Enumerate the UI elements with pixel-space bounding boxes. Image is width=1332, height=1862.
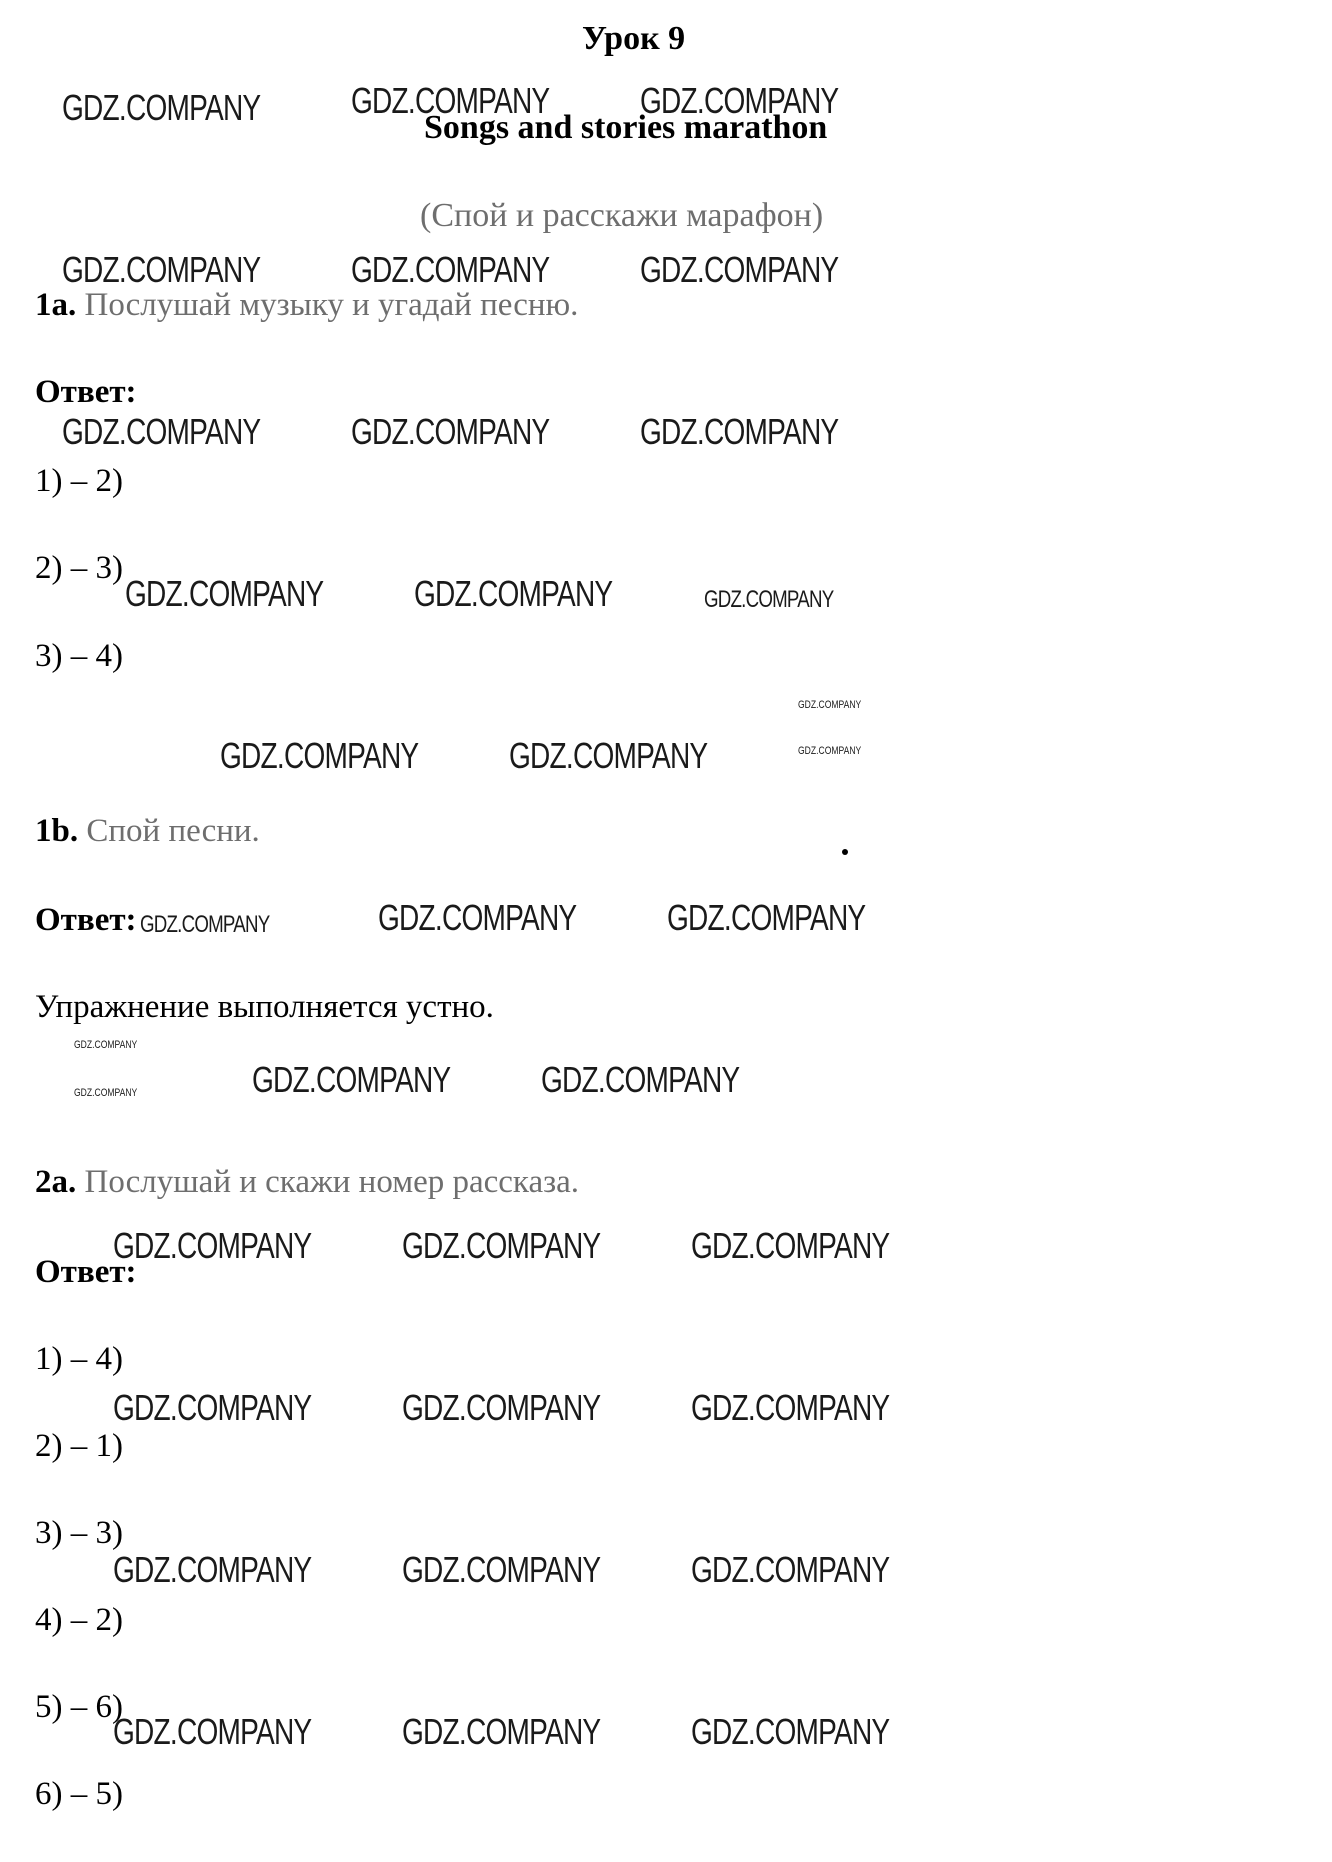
lesson-name: Songs and stories marathon [424, 109, 828, 146]
watermark: GDZ.COMPANY [509, 735, 708, 776]
stray-dot [842, 849, 848, 855]
watermark: GDZ.COMPANY [252, 1059, 451, 1100]
watermark: GDZ.COMPANY [402, 1549, 601, 1590]
task-2a-answer-4: 4) – 2) [35, 1602, 123, 1638]
task-1b-answer-text: Упражнение выполняется устно. [35, 989, 494, 1025]
watermark: GDZ.COMPANY [691, 1711, 890, 1752]
task-1a-answer-1: 1) – 2) [35, 463, 123, 499]
watermark: GDZ.COMPANY [62, 249, 261, 290]
task-1a-answer-label: Ответ: [35, 374, 137, 410]
task-1a-heading [35, 289, 578, 322]
watermark: GDZ.COMPANY [704, 586, 834, 613]
watermark: GDZ.COMPANY [541, 1059, 740, 1100]
watermark: GDZ.COMPANY [140, 911, 270, 938]
watermark: GDZ.COMPANY [62, 87, 261, 128]
watermark: GDZ.COMPANY [113, 1387, 312, 1428]
task-2a-instruction: Послушай и скажи номер рассказа. [84, 1164, 580, 1200]
watermark: GDZ.COMPANY [378, 897, 577, 938]
task-1a-answer-2: 2) – 3) [35, 550, 123, 586]
watermark: GDZ.COMPANY [691, 1225, 890, 1266]
task-2a-answer-1: 1) – 4) [35, 1341, 123, 1377]
watermark: GDZ.COMPANY [798, 745, 862, 757]
task-1b-instruction: Спой песни. [86, 813, 260, 849]
watermark: GDZ.COMPANY [351, 80, 550, 121]
task-1b-heading [35, 815, 260, 848]
watermark: GDZ.COMPANY [402, 1387, 601, 1428]
task-2a-answer-5: 5) – 6) [35, 1689, 123, 1725]
watermark: GDZ.COMPANY [74, 1087, 138, 1099]
task-1b-answer-label: Ответ: [35, 902, 137, 938]
watermark: GDZ.COMPANY [402, 1225, 601, 1266]
task-2a-answer-2: 2) – 1) [35, 1428, 123, 1464]
watermark: GDZ.COMPANY [351, 249, 550, 290]
watermark: GDZ.COMPANY [113, 1549, 312, 1590]
lesson-title: Урок 9 [582, 20, 686, 57]
task-1b-number: 1b. [35, 813, 79, 849]
watermark: GDZ.COMPANY [414, 573, 613, 614]
watermark: GDZ.COMPANY [113, 1225, 312, 1266]
watermark: GDZ.COMPANY [125, 573, 324, 614]
watermark: GDZ.COMPANY [667, 897, 866, 938]
watermark: GDZ.COMPANY [798, 699, 862, 711]
task-2a-heading [35, 1166, 579, 1199]
task-2a-answer-label: Ответ: [35, 1254, 137, 1290]
task-2a-answer-6: 6) – 5) [35, 1776, 123, 1812]
watermark: GDZ.COMPANY [113, 1711, 312, 1752]
task-2a-number: 2a. [35, 1164, 77, 1200]
watermark: GDZ.COMPANY [220, 735, 419, 776]
watermark: GDZ.COMPANY [402, 1711, 601, 1752]
watermark: GDZ.COMPANY [74, 1039, 138, 1051]
lesson-translation: (Спой и расскажи марафон) [420, 197, 824, 234]
watermark: GDZ.COMPANY [62, 411, 261, 452]
task-1a-instruction: Послушай музыку и угадай песню. [84, 287, 579, 323]
watermark: GDZ.COMPANY [691, 1549, 890, 1590]
watermark: GDZ.COMPANY [640, 249, 839, 290]
watermark: GDZ.COMPANY [640, 80, 839, 121]
watermark: GDZ.COMPANY [640, 411, 839, 452]
watermark: GDZ.COMPANY [691, 1387, 890, 1428]
task-2a-answer-3: 3) – 3) [35, 1515, 123, 1551]
watermark: GDZ.COMPANY [351, 411, 550, 452]
task-1a-answer-3: 3) – 4) [35, 638, 123, 674]
task-1a-number: 1a. [35, 287, 77, 323]
